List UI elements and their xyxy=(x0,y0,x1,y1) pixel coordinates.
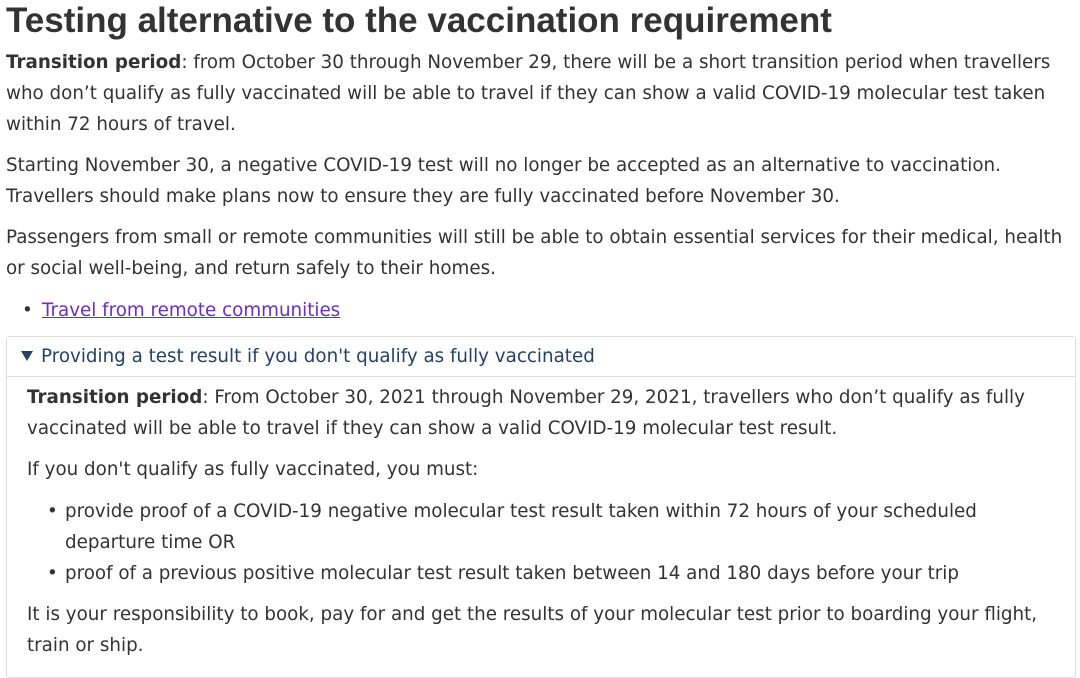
requirements-list xyxy=(27,496,1067,589)
list-item: • provide proof of a COVID-19 negative molecular test result taken within 72 hours of your scheduled departure time OR xyxy=(27,496,1067,558)
must-intro-text: If you don't qualify as fully vaccinated, you must: xyxy=(27,459,479,480)
summary-label: Providing a test result if you don't qualify as fully vaccinated xyxy=(41,346,595,367)
intro-bold-label: Transition period xyxy=(6,52,182,73)
page-title: Testing alternative to the vaccination requirement xyxy=(6,1,832,40)
remote-communities-paragraph: Passengers from small or remote communities will still be able to obtain essential services for their medical, health or social well-being, and return safely to their homes. xyxy=(6,227,1063,279)
responsibility-paragraph: It is your responsibility to book, pay for and get the results of your molecular test prior to boarding your flight, train or ship. xyxy=(27,604,1038,656)
related-links-list xyxy=(18,295,340,326)
vaccination-deadline-paragraph: Starting November 30, a negative COVID-19 test will no longer be accepted as an alternative to vaccination. Travellers should make plans now to ensure they are fully vaccinated before November 30. xyxy=(6,155,1001,207)
transition-text: : From October 30, 2021 through November 29, 2021, travellers who don’t qualify as fully vaccinated will be able to travel if they can show a valid COVID-19 molecular test result. xyxy=(27,387,1025,439)
list-item: • proof of a previous positive molecular test result taken between 14 and 180 days before your trip xyxy=(27,558,1067,589)
details-body xyxy=(27,378,1067,661)
intro-text: : from October 30 through November 29, there will be a short transition period when travellers who don’t qualify as fully vaccinated will be able to travel if they can show a valid COVID-19 molecular test taken within 72 hours of travel. xyxy=(6,52,1051,135)
intro-paragraph xyxy=(6,47,1066,140)
triangle-down-icon xyxy=(21,351,33,361)
list-item xyxy=(18,295,340,326)
test-result-summary-toggle[interactable] xyxy=(7,337,1075,377)
transition-bold-label: Transition period xyxy=(27,387,203,408)
test-result-details xyxy=(6,336,1076,678)
travel-remote-communities-link[interactable]: Travel from remote communities xyxy=(42,300,341,321)
transition-paragraph xyxy=(27,382,1067,444)
